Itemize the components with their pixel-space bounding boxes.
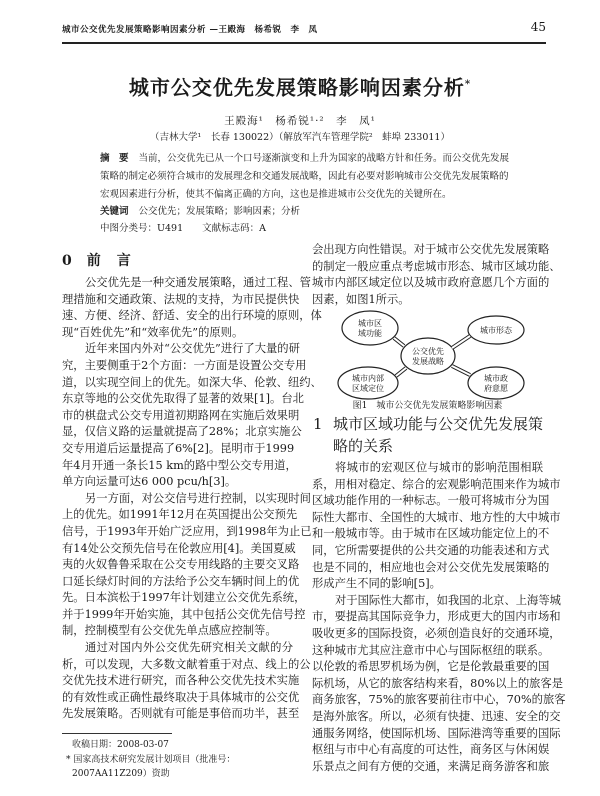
text-line: 因素，如图1所示。 bbox=[312, 292, 410, 306]
authors: 王殿海¹ 杨希锐¹·² 李 凤¹ bbox=[224, 115, 376, 127]
text-line: 先。日本滨松于1997年计划建立公交优先系统， bbox=[62, 591, 306, 605]
section-title: 前 言 bbox=[86, 253, 132, 269]
text-line: 通过对国内外公交优先研究相关文献的分 bbox=[85, 641, 293, 655]
text-line: 究，主要侧重于2个方面：一方面是设置公交专用 bbox=[62, 358, 307, 372]
paragraph bbox=[312, 242, 561, 308]
text-line: 这种城市尤其应注意市中心与国际枢纽的联系。 bbox=[312, 643, 550, 657]
text-line: 显，仅信义路的运量就提高了28%；北京实施公 bbox=[62, 425, 302, 439]
figure-caption: 图1 城市公交优先发展策略影响因素 bbox=[352, 401, 503, 411]
text-line: 交专用道后运量提高了6%[2]。昆明市于1999 bbox=[62, 441, 295, 455]
text-line: 商务旅客，75%的旅客要前往市中心，70%的旅客 bbox=[312, 693, 566, 707]
paragraph bbox=[62, 491, 312, 640]
text-line: 系，用相对稳定、综合的宏观影响范围来作为城市 bbox=[312, 477, 561, 491]
text-line: 城市内部区域定位以及城市政府意愿几个方面的 bbox=[312, 276, 550, 290]
text-line: 道，以实现空间上的优先。如深大华、伦敦、纽约、 bbox=[62, 375, 322, 389]
text-line: 制，控制模型有公交优先单点感应控制等。 bbox=[62, 624, 277, 638]
text-line: 际机场，从它的旅客结构来看，80%以上的旅客是 bbox=[312, 676, 564, 690]
footnote-rule bbox=[62, 733, 172, 734]
text-line: 将城市的宏观区位与城市的影响范围相联 bbox=[335, 461, 543, 474]
text-line: 市，要提高其国际竞争力，形成更大的国内市场和 bbox=[312, 610, 561, 624]
text-line: 有14处公交预先信号在伦敦应用[4]。美国夏威 bbox=[62, 541, 296, 555]
abstract-label: 摘 要 bbox=[100, 153, 129, 164]
affiliation: （吉林大学¹ 长春 130022）（解放军汽车管理学院² 蚌埠 233011） bbox=[150, 132, 450, 143]
section-number: 0 bbox=[62, 253, 73, 269]
text-line: 单方向运量可达6 000 pcu/h[3]。 bbox=[62, 475, 237, 489]
text-line: 东京等地的公交优先取得了显著的效果[1]。台北 bbox=[62, 392, 304, 406]
right-column-bottom bbox=[312, 460, 566, 775]
text-line: 区域功能作用的一种标志。一般可将城市分为国 bbox=[312, 494, 550, 508]
text-line: 同，它所需要提供的公共交通的功能表述和方式 bbox=[312, 543, 550, 557]
text-line: 上的优先。如1991年12月在英国提出公交预先 bbox=[62, 508, 298, 522]
node-center bbox=[401, 338, 455, 374]
paragraph bbox=[312, 593, 566, 776]
text-line: 是海外旅客。所以，必须有快捷、迅速、安全的交 bbox=[312, 709, 561, 723]
figure-1-diagram bbox=[330, 308, 530, 400]
section-heading-1 bbox=[313, 413, 545, 457]
node-label: 城市区 bbox=[358, 319, 382, 328]
footnote-funding-cont: 2007AA11Z209）资助 bbox=[72, 769, 170, 779]
text-line: 信号，于1993年开始广泛应用，到1998年为止已 bbox=[62, 524, 312, 538]
text-line: 也是不同的，相应地也会对公交优先发展策略的 bbox=[312, 560, 550, 574]
text-line: 会出现方向性错误。对于城市公交优先发展策略 bbox=[312, 243, 550, 256]
double-arrows bbox=[394, 336, 470, 376]
text-line: 现“百姓优先”和“效率优先”的原则。 bbox=[62, 325, 244, 339]
text-line: 通服务网络，使国际机场、国际港湾等重要的国际 bbox=[312, 726, 561, 740]
node-bottom-left bbox=[338, 367, 398, 399]
text-line: 先发展策略。否则就有可能是事倍而功半，甚至 bbox=[62, 707, 300, 721]
classification: 中图分类号：U491 文献标志码：A bbox=[100, 223, 266, 234]
text-line: 对于国际性大都市，如我国的北京、上海等城 bbox=[335, 593, 561, 607]
paragraph bbox=[62, 275, 322, 341]
paragraph bbox=[62, 640, 311, 723]
text-line: 交优先技术进行研究，而各种公交优先技术实施 bbox=[62, 674, 300, 688]
text-line: 另一方面，对公交信号进行控制，以实现时间 bbox=[85, 491, 311, 505]
text-line: 际性大都市、全国性的大城市、地方性的大中城市 bbox=[312, 510, 561, 524]
section-heading-0 bbox=[62, 252, 146, 270]
keywords-label: 关键词 bbox=[100, 206, 129, 217]
text-line: 口延长绿灯时间的方法给予公交车辆时间上的优 bbox=[62, 574, 300, 588]
text-line: 理措施和交通政策、法规的支持，为市民提供快 bbox=[62, 292, 300, 306]
node-label: 府意愿 bbox=[484, 384, 508, 393]
text-line: 以伦敦的希思罗机场为例，它是伦敦最重要的国 bbox=[312, 660, 550, 674]
abstract-line bbox=[100, 150, 515, 167]
section-number: 1 bbox=[313, 415, 323, 433]
text-line: 公交优先是一种交通发展策略，通过工程、管 bbox=[85, 276, 311, 289]
footnote-funding: * 国家高技术研究发展计划项目（批准号： bbox=[66, 755, 236, 765]
node-label: 城市内部 bbox=[352, 374, 384, 383]
text-line: 夷的火奴鲁鲁采取在公交专用线路的主要交叉路 bbox=[62, 558, 300, 572]
node-label: 城市形态 bbox=[480, 326, 512, 335]
text-line: 市的棋盘式公交专用道初期路网在实施后效果明 bbox=[62, 408, 300, 422]
left-column bbox=[62, 275, 322, 723]
text-line: 并于1999年开始实施，其中包括公交优先信号控 bbox=[62, 607, 306, 621]
node-top-right bbox=[468, 316, 524, 344]
text-line: 析，可以发现，大多数文献着重于对点、线上的公 bbox=[62, 657, 311, 671]
node-label: 发展战略 bbox=[412, 357, 444, 366]
node-label: 域功能 bbox=[358, 329, 382, 338]
text-line: 枢纽与市中心有高度的可达性，商务区与休闲娱 bbox=[312, 743, 550, 757]
keywords bbox=[100, 203, 515, 220]
node-label: 区域定位 bbox=[352, 384, 384, 393]
node-label: 城市政 bbox=[484, 374, 508, 383]
keywords-text: 公交优先；发展策略；影响因素；分析 bbox=[138, 206, 301, 217]
text-line: 的有效性或正确性最终取决于具体城市的公交优 bbox=[62, 690, 300, 704]
running-header: 城市公交优先发展策略影响因素分析 —王殿海 杨希锐 李 凤 bbox=[62, 25, 318, 35]
paragraph bbox=[312, 460, 561, 593]
abstract-line: 策略的制定必须符合城市的发展理念和交通发展战略，因此有必要对影响城市公交优先发展策略的 bbox=[100, 171, 509, 182]
text-line: 年4月开通一条长15 km的路中型公交专用道， bbox=[62, 458, 297, 472]
paper-title bbox=[0, 72, 600, 101]
section-title-line: 略的关系 bbox=[333, 437, 394, 455]
page-number: 45 bbox=[530, 20, 546, 34]
node-label: 公交优先 bbox=[412, 347, 444, 356]
text-line: 乐景点之间有方便的交通，来满足商务游客和旅 bbox=[312, 759, 550, 773]
header-rule bbox=[62, 42, 546, 44]
text-line: 速、方便、经济、舒适、安全的出行环境的原则，体 bbox=[62, 309, 322, 323]
abstract-text: 当前，公交优先已从一个口号逐渐演变和上升为国家的战略方针和任务。而公交优先发展 bbox=[138, 153, 510, 164]
text-line: 形成产生不同的影响[5]。 bbox=[312, 577, 441, 591]
node-top-left bbox=[342, 311, 398, 345]
title-text: 城市公交优先发展策略影响因素分析 bbox=[128, 75, 465, 100]
text-line: 和一般城市等。由于城市在区域功能定位上的不 bbox=[312, 527, 550, 541]
section-title-line: 城市区域功能与公交优先发展策 bbox=[333, 415, 544, 433]
paragraph bbox=[62, 341, 322, 490]
right-column-top bbox=[312, 242, 561, 308]
footnote-received: 收稿日期：2008-03-07 bbox=[72, 740, 169, 750]
text-line: 的制定一般应重点考虑城市形态、城市区域功能、 bbox=[312, 259, 561, 273]
text-line: 吸收更多的国际投资，必须创造良好的交通环境， bbox=[312, 626, 561, 640]
node-bottom-right bbox=[468, 367, 524, 399]
title-footnote-mark: * bbox=[464, 79, 472, 90]
text-line: 近年来国内外对“公交优先”进行了大量的研 bbox=[85, 342, 300, 356]
abstract-line: 宏观因素进行分析，使其不偏离正确的方向，这也是推进城市公交优先的关键所在。 bbox=[100, 189, 452, 200]
